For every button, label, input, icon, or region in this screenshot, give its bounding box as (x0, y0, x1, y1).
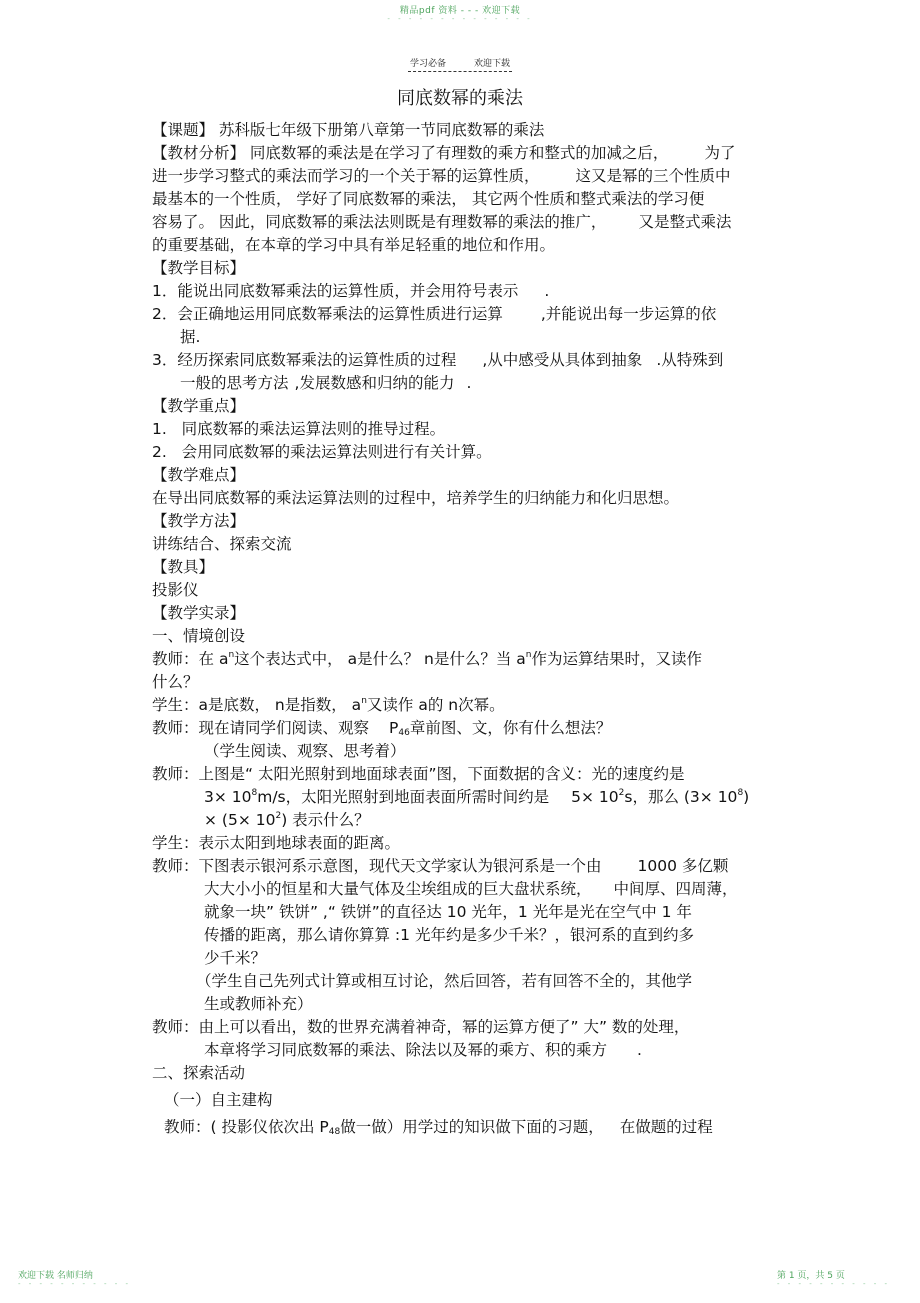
text-span: 容易了。 因此，同底数幂的乘法法则既是有理数幂的乘法的推广， (152, 213, 607, 231)
text-span: 5× 10 (571, 788, 619, 806)
dialog-line (152, 740, 772, 763)
superscript: n (361, 696, 367, 706)
dialog-line (152, 763, 772, 786)
text-line (152, 119, 772, 142)
section-heading (152, 510, 772, 533)
dialog-line (152, 855, 772, 878)
section-heading (152, 602, 772, 625)
goal-item (152, 303, 772, 326)
section-heading (152, 257, 772, 280)
footer-right (777, 1268, 890, 1287)
dialog-line (152, 970, 772, 993)
text-span: 2．会正确地运用同底数幂乘法的运算性质进行运算 (152, 305, 503, 323)
text-span: 教师：( 投影仪依次出 (164, 1118, 315, 1136)
text-line (152, 533, 772, 556)
header-left: 学习必备 (409, 59, 446, 69)
section-subheading (152, 1062, 772, 1085)
dialog-line (152, 809, 772, 832)
text-span: 1. 同底数幂的乘法运算法则的推导过程。 (152, 420, 446, 438)
text-span: 教师：上图是“ 太阳光照射到地面球表面”图，下面数据的含义：光的速度约是 (152, 765, 685, 783)
text-line (152, 211, 772, 234)
text-span: 生或教师补充） (204, 995, 313, 1013)
text-span: （一）自主建构 (164, 1091, 273, 1109)
text-span: 讲练结合、探索交流 (152, 535, 292, 553)
section-heading (152, 464, 772, 487)
text-span: （学生阅读、观察、思考着） (204, 742, 406, 760)
text-span: 【教学方法】 (152, 512, 246, 530)
text-span: 【教学难点】 (152, 466, 246, 484)
key-item (152, 418, 772, 441)
superscript: 2 (275, 811, 282, 821)
document-body (152, 119, 772, 1139)
text-span: 二、探索活动 (152, 1064, 246, 1082)
page-title: 同底数幂的乘法 (397, 88, 523, 109)
text-span: ,从中感受从具体到抽象 (482, 351, 643, 369)
goal-item (152, 326, 772, 349)
top-watermark (0, 3, 920, 22)
text-line (152, 487, 772, 510)
text-span: 大大小小的恒星和大量气体及尘埃组成的巨大盘状系统， (204, 880, 592, 898)
superscript: n (228, 650, 235, 660)
text-span: 1．能说出同底数幂乘法的运算性质，并会用符号表示 (152, 282, 519, 300)
text-span: 传播的距离，那么请你算算 :1 光年约是多少千米？，银河系的直到约多 (204, 926, 694, 944)
text-span: 学生：a是底数， n是指数， a (152, 696, 362, 714)
text-span: 教师：下图表示银河系示意图，现代天文学家认为银河系是一个由 (152, 857, 602, 875)
section-subheading (152, 1089, 772, 1112)
text-span: a (218, 650, 229, 668)
section-heading (152, 556, 772, 579)
superscript: 8 (737, 788, 744, 798)
subscript: 48 (328, 1127, 341, 1137)
text-span: 这个表达式中， a是什么？ n是什么？当 (234, 650, 512, 668)
text-span: 作为运算结果时，又读作 (531, 650, 703, 668)
footer-left-text: 欢迎下载 名师归纳 (18, 1271, 93, 1281)
text-span: 2. 会用同底数幂的乘法运算法则进行有关计算。 (152, 443, 492, 461)
text-span: 就象一块” 铁饼” ,“ 铁饼”的直径达 10 光年，1 光年是光在空气中 1 年 (204, 903, 692, 921)
text-span: 一、情境创设 (152, 627, 246, 645)
footer-left-dots: - - - - - - - - - - - (18, 1280, 132, 1288)
text-span: 投影仪 (152, 581, 199, 599)
text-span: 【教材分析】 同底数幂的乘法是在学习了有理数的乘方和整式的加减之后， (152, 144, 669, 162)
text-line (152, 234, 772, 257)
superscript: n (525, 650, 532, 660)
dialog-line (152, 924, 772, 947)
text-line (152, 188, 772, 211)
text-span: 少千米？ (204, 949, 267, 967)
key-item (152, 441, 772, 464)
dialog-line (152, 947, 772, 970)
text-line (152, 142, 772, 165)
text-span: . (466, 374, 472, 392)
footer-left (18, 1268, 131, 1287)
dialog-line (152, 901, 772, 924)
dialog-line (152, 993, 772, 1016)
text-span: 【教学重点】 (152, 397, 246, 415)
dialog-line (152, 1116, 772, 1139)
dialog-line (152, 648, 772, 671)
text-span: 据. (180, 328, 201, 346)
text-span: 进一步学习整式的乘法而学习的一个关于幂的运算性质， (152, 167, 540, 185)
superscript: 2 (618, 788, 625, 798)
text-span: P (389, 719, 399, 737)
text-line (152, 579, 772, 602)
text-span: ) 表示什么？ (281, 811, 370, 829)
text-span: 章前图、文，你有什么想法？ (409, 719, 612, 737)
text-span: 教师：现在请同学们阅读、观察 (152, 719, 370, 737)
section-heading (152, 395, 772, 418)
text-span: 【教学实录】 (152, 604, 246, 622)
goal-item (152, 280, 772, 303)
text-span: s，那么 (3× 10 (624, 788, 738, 806)
dialog-line (152, 694, 772, 717)
text-span: 学生：表示太阳到地球表面的距离。 (152, 834, 401, 852)
text-span: ,发展数感和归纳的能力 (294, 374, 455, 392)
text-span: m/s，太阳光照射到地面表面所需时间约是 (257, 788, 550, 806)
goal-item (152, 349, 772, 372)
text-line (152, 165, 772, 188)
text-span: 教师：由上可以看出，数的世界充满着神奇，幂的运算方便了” 大” 数的处理， (152, 1018, 690, 1036)
header-rule (408, 71, 512, 72)
text-span: 本章将学习同底数幂的乘法、除法以及幂的乘方、积的乘方 (204, 1041, 608, 1059)
text-span: 中间厚、四周薄， (613, 880, 738, 898)
dialog-line (152, 832, 772, 855)
top-watermark-text: 精品pdf 资料 - - - 欢迎下载 (399, 6, 521, 16)
text-span: 【课题】 苏科版七年级下册第八章第一节同底数幂的乘法 (152, 121, 545, 139)
text-span: . (637, 1041, 642, 1059)
text-span: 1000 多亿颗 (637, 857, 729, 875)
text-span: 什么？ (152, 673, 199, 691)
text-span: 为了 (704, 144, 736, 162)
text-span: ,并能说出每一步运算的依 (540, 305, 717, 323)
text-span: 这又是幂的三个性质中 (575, 167, 731, 185)
text-span: 在导出同底数幂的乘法运算法则的过程中，培养学生的归纳能力和化归思想。 (152, 489, 680, 507)
text-span: P (319, 1118, 329, 1136)
text-span: 又是整式乘法 (638, 213, 732, 231)
text-span: 【教具】 (152, 558, 215, 576)
header-right: 欢迎下载 (474, 59, 511, 69)
dialog-line (152, 1016, 772, 1039)
superscript: 8 (251, 788, 258, 798)
text-span: 最基本的一个性质， 学好了同底数幂的乘法， 其它两个性质和整式乘法的学习便 (152, 190, 705, 208)
text-span: a (516, 650, 526, 668)
goal-item (152, 372, 772, 395)
dialog-line (152, 717, 772, 740)
dialog-line (152, 878, 772, 901)
text-span: 一般的思考方法 (180, 374, 289, 392)
text-span: 教师：在 (152, 650, 215, 668)
text-span: 3× 10 (204, 788, 252, 806)
text-span: 3．经历探索同底数幂乘法的运算性质的过程 (152, 351, 457, 369)
dialog-line (152, 671, 772, 694)
page-header (0, 56, 920, 72)
dialog-line (152, 1039, 772, 1062)
text-span: × (5× 10 (204, 811, 276, 829)
text-span: 做一做）用学过的知识做下面的习题， (340, 1118, 604, 1136)
subscript: 46 (398, 728, 410, 738)
page-number: 第 1 页，共 5 页 (776, 1271, 845, 1281)
text-span: .从特殊到 (656, 351, 724, 369)
section-subheading (152, 625, 772, 648)
text-span: 又读作 a的 n次幂。 (366, 696, 505, 714)
text-span: 在做题的过程 (619, 1118, 713, 1136)
footer-right-dots: - - - - - - - - - - - (776, 1280, 890, 1288)
text-span: 的重要基础，在本章的学习中具有举足轻重的地位和作用。 (152, 236, 556, 254)
text-span: . (544, 282, 550, 300)
text-span: ) (743, 788, 750, 806)
text-span: 【教学目标】 (152, 259, 246, 277)
dialog-line (152, 786, 772, 809)
top-watermark-dots: - - - - - - - - - - - - - - (387, 15, 533, 23)
text-span: （学生自己先列式计算或相互讨论，然后回答，若有回答不全的，其他学 (196, 972, 693, 990)
